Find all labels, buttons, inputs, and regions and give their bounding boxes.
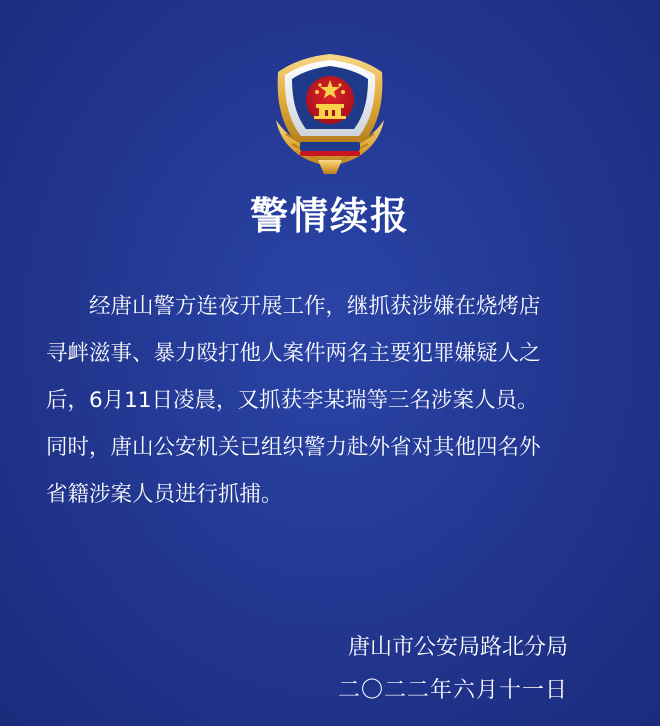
issuer-name: 唐山市公安局路北分局 <box>347 635 568 660</box>
body-line-5: 省籍涉案人员进行抓捕。 <box>46 482 283 507</box>
notice-body <box>46 283 622 518</box>
body-line-2: 寻衅滋事、暴力殴打他人案件两名主要犯罪嫌疑人之 <box>46 341 541 366</box>
body-line-4: 同时，唐山公安机关已组织警力赴外省对其他四名外 <box>46 435 541 460</box>
notice-title: 警情续报 <box>249 194 410 238</box>
issue-date: 二〇二二年六月十一日 <box>337 678 568 703</box>
police-emblem-icon <box>262 50 398 180</box>
body-line-3: 后，6月11日凌晨，又抓获李某瑞等三名涉案人员。 <box>46 388 539 413</box>
body-line-1: 经唐山警方连夜开展工作，继抓获涉嫌在烧烤店 <box>89 294 541 319</box>
